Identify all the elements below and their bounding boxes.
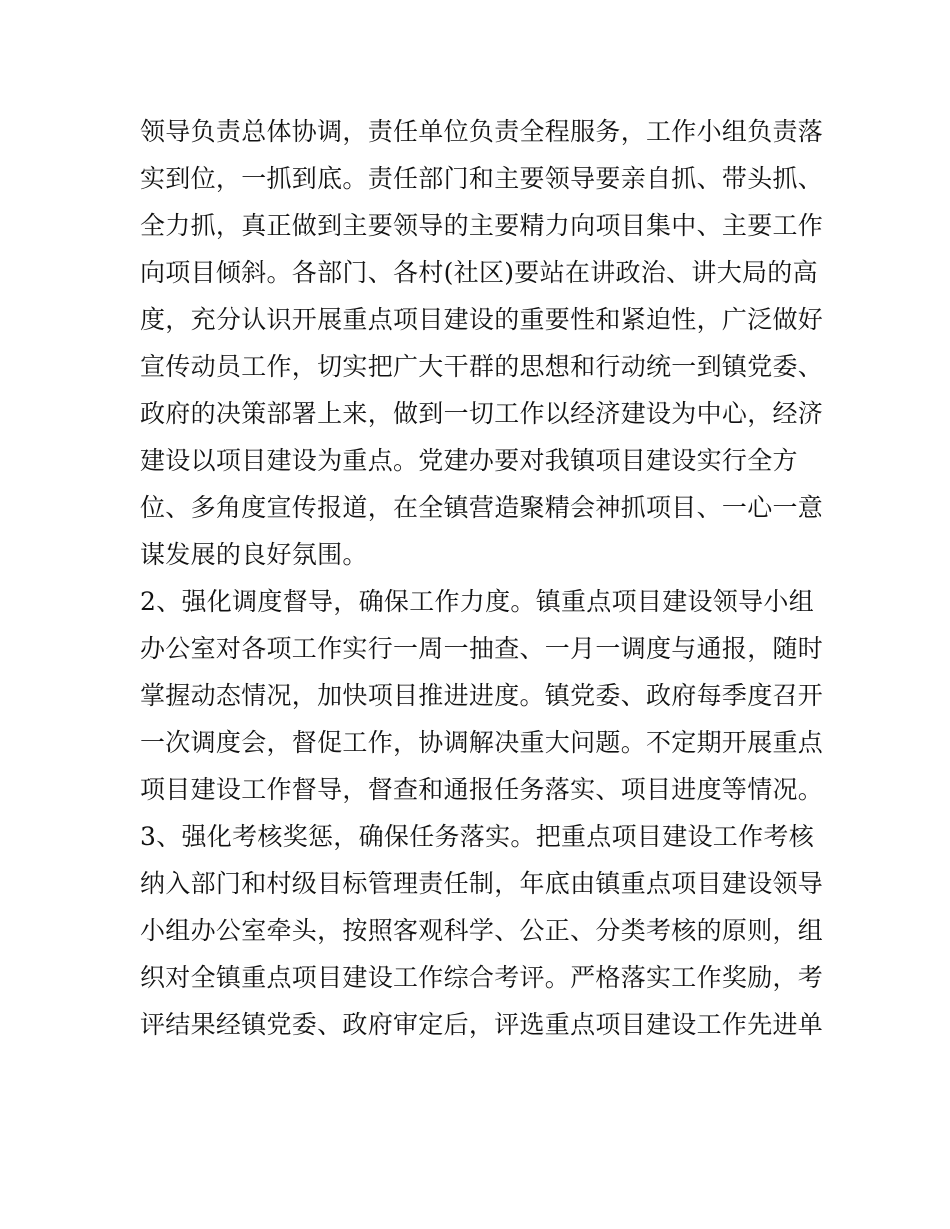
text-line: 小组办公室牵头，按照客观科学、公正、分类考核的原则，组: [140, 916, 824, 945]
text-line: 纳入部门和村级目标管理责任制，年底由镇重点项目建设领导: [140, 869, 824, 898]
text-line: 织对全镇重点项目建设工作综合考评。严格落实工作奖励，考: [140, 963, 824, 992]
text-line: 谋发展的良好氛围。: [140, 540, 368, 569]
text-line: 办公室对各项工作实行一周一抽查、一月一调度与通报，随时: [140, 634, 824, 663]
text-line: 实到位，一抓到底。责任部门和主要领导要亲自抓、带头抓、: [140, 164, 824, 193]
text-line: 度，充分认识开展重点项目建设的重要性和紧迫性，广泛做好: [140, 305, 824, 334]
text-line: 建设以项目建设为重点。党建办要对我镇项目建设实行全方: [140, 446, 798, 475]
text-line: 3、强化考核奖惩，确保任务落实。把重点项目建设工作考核: [140, 822, 815, 851]
text-line: 宣传动员工作，切实把广大干群的思想和行动统一到镇党委、: [140, 352, 824, 381]
text-line: 一次调度会，督促工作，协调解决重大问题。不定期开展重点: [140, 728, 824, 757]
text-line: 掌握动态情况，加快项目推进进度。镇党委、政府每季度召开: [140, 681, 824, 710]
text-line: 2、强化调度督导，确保工作力度。镇重点项目建设领导小组: [140, 587, 815, 616]
text-line: 政府的决策部署上来，做到一切工作以经济建设为中心，经济: [140, 399, 824, 428]
text-line: 项目建设工作督导，督查和通报任务落实、项目进度等情况。: [140, 775, 824, 804]
text-line: 向项目倾斜。各部门、各村(社区)要站在讲政治、讲大局的高: [140, 258, 818, 287]
text-line: 领导负责总体协调，责任单位负责全程服务，工作小组负责落: [140, 117, 824, 146]
text-line: 全力抓，真正做到主要领导的主要精力向项目集中、主要工作: [140, 211, 824, 240]
body-text: [140, 108, 824, 1048]
text-line: 位、多角度宣传报道，在全镇营造聚精会神抓项目、一心一意: [140, 493, 824, 522]
text-line: 评结果经镇党委、政府审定后，评选重点项目建设工作先进单: [140, 1010, 824, 1039]
